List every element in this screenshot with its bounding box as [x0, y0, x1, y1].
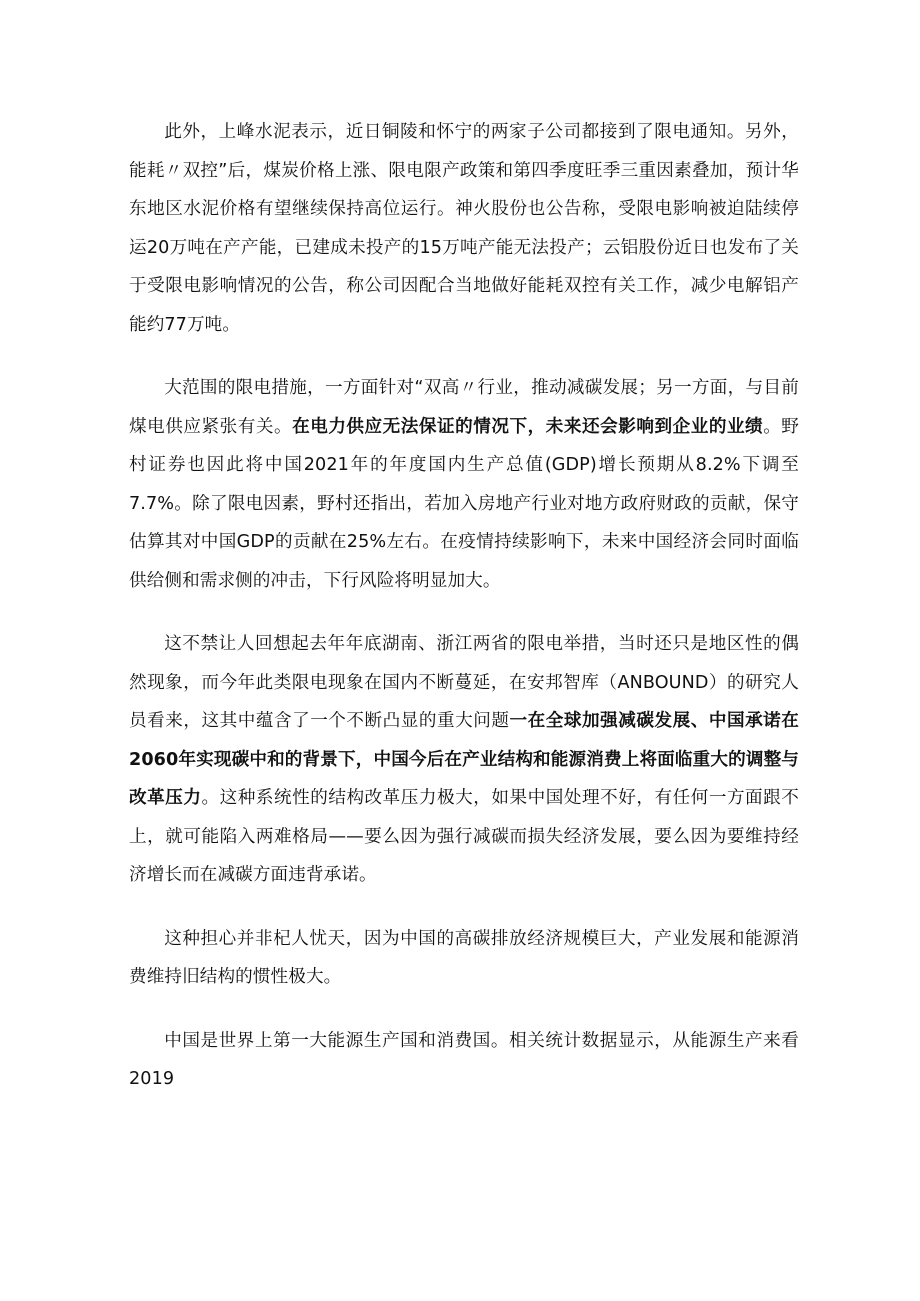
paragraph-2: [129, 369, 799, 600]
paragraph-gap: [129, 997, 799, 1022]
paragraph-gap: [129, 600, 799, 625]
paragraph-5-text: 中国是世界上第一大能源生产国和消费国。相关统计数据显示，从能源生产来看2019: [129, 1030, 799, 1089]
paragraph-3-text-b: 。这种系统性的结构改革压力极大，如果中国处理不好，有任何一方面跟不上，就可能陷入两难格局——要么因为强行减碳而损失经济发展，要么因为要维持经济增长而在减碳方面违背承诺。: [129, 788, 799, 885]
paragraph-2-text-a: 大范围的限电措施，一方面针对“双高〃行业，推动减碳发展；另一方面，与目前煤电供应紧张有关。: [129, 378, 799, 437]
paragraph-1-text: 此外，上峰水泥表示，近日铜陵和怀宁的两家子公司都接到了限电通知。另外，能耗〃双控”后，煤炭价格上涨、限电限产政策和第四季度旺季三重因素叠加，预计华东地区水泥价格有望继续保持高位运行。神火股份也公告称，受限电影响被迫陆续停运20万吨在产产能，已建成未投产的15万吨产能无法投产；云铝股份近日也发布了关于受限电影响情况的公告，称公司因配合当地做好能耗双控有关工作，减少电解铝产能约77万吨。: [129, 122, 799, 335]
paragraph-4: [129, 920, 799, 997]
paragraph-3: [129, 625, 799, 895]
paragraph-gap: [129, 344, 799, 369]
paragraph-2-bold-text: 在电力供应无法保证的情况下，未来还会影响到企业的业绩: [292, 416, 764, 437]
article-body: [129, 113, 799, 1099]
paragraph-5: [129, 1022, 799, 1099]
paragraph-1: [129, 113, 799, 344]
paragraph-3-text-a: 这不禁让人回想起去年年底湖南、浙江两省的限电举措，当时还只是地区性的偶然现象，而今年此类限电现象在国内不断蔓延，在安邦智库（ANBOUND）的研究人员看来，这其中蕴含了一个不断凸显的重大问题: [129, 634, 799, 731]
paragraph-gap: [129, 895, 799, 920]
paragraph-3-bold-text: 一在全球加强减碳发展、中国承诺在2060年实现碳中和的背景下，中国今后在产业结构和能源消费上将面临重大的调整与改革压力: [129, 711, 799, 808]
paragraph-2-text-b: 。野村证券也因此将中国2021年的年度国内生产总值(GDP)增长预期从8.2%下调至7.7%。除了限电因素，野村还指出，若加入房地产行业对地方政府财政的贡献，保守估算其对中国GDP的贡献在25%左右。在疫情持续影响下，未来中国经济会同时面临供给侧和需求侧的冲击，下行风险将明显加大。: [129, 416, 800, 591]
paragraph-4-text: 这种担心并非杞人忧天，因为中国的高碳排放经济规模巨大，产业发展和能源消费维持旧结构的惯性极大。: [129, 928, 799, 987]
